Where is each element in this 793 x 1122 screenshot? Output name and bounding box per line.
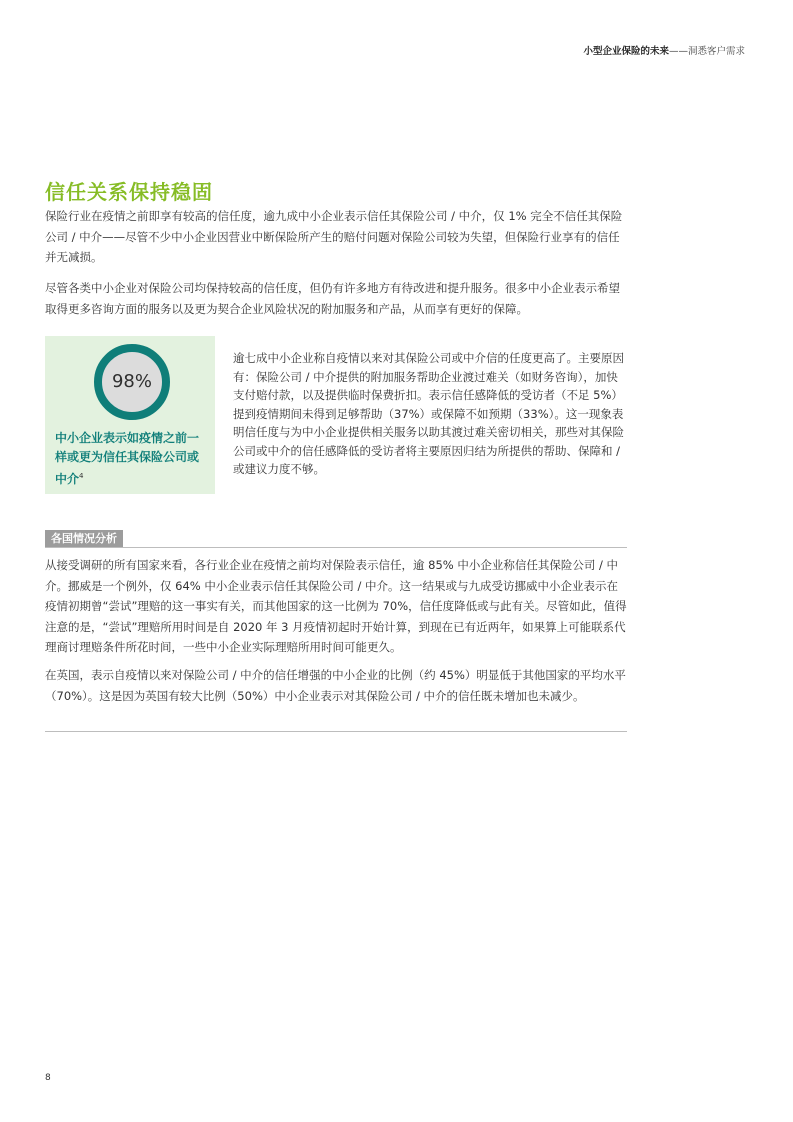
intro-paragraph-1: 保险行业在疫情之前即享有较高的信任度，逾九成中小企业表示信任其保险公司 / 中介，仅 1% 完全不信任其保险公司 / 中介——尽管不少中小企业因营业中断保险所产生的赔付问题对保险公司较为失望，但保险行业享有的信任并无减损。 (45, 209, 623, 264)
section-divider-bottom (45, 731, 627, 732)
header-subtitle: ——洞悉客户需求 (668, 46, 745, 57)
section-title: 信任关系保持稳固 (45, 180, 213, 204)
section-divider-top (45, 547, 627, 548)
running-header (583, 43, 745, 57)
country-analysis-tab: 各国情况分析 (45, 530, 123, 547)
stat-label (55, 429, 210, 489)
donut-chart (94, 344, 170, 420)
header-title: 小型企业保险的未来 (583, 46, 669, 57)
trust-explanation: 逾七成中小企业称自疫情以来对其保险公司或中介信的任度更高了。主要原因有：保险公司 / 中介提供的附加服务帮助企业渡过难关（如财务咨询），加快支付赔付款，以及提供临时保费折扣。表示信任感降低的受访者（不足 5%）提到疫情期间未得到足够帮助（37%）或保障不如预期（33%）。这一现象表明信任度与为中小企业提供相关服务以助其渡过难关密切相关，那些对其保险公司或中介的信任感降低的受访者将主要原因归结为所提供的帮助、保障和 / 或建议力度不够。 (233, 351, 624, 476)
stat-label-text: 中小企业表示如疫情之前一样或更为信任其保险公司或中介 (55, 431, 200, 486)
stat-callout (45, 336, 215, 494)
country-paragraph-1: 从接受调研的所有国家来看，各行业企业在疫情之前均对保险表示信任，逾 85% 中小企业称信任其保险公司 / 中介。挪威是一个例外，仅 64% 中小企业表示信任其保险公司 / 中介。这一结果或与九成受访挪威中小企业表示在疫情初期曾“尝试”理赔的这一事实有关，而其他国家的这一比例为 70%，信任度降低或与此有关。尽管如此，值得注意的是，“尝试”理赔所用时间是自 2020 年 3 月疫情初起时开始计算，到现在已有近两年，如果算上可能联系代理商讨理赔条件所花时间，一些中小企业实际理赔所用时间可能更久。 (45, 558, 627, 654)
stat-value: 98% (111, 371, 152, 392)
country-paragraph-2: 在英国，表示自疫情以来对保险公司 / 中介的信任增强的中小企业的比例（约 45%）明显低于其他国家的平均水平（70%）。这是因为英国有较大比例（50%）中小企业表示对其保险公司 / 中介的信任既未增加也未减少。 (45, 668, 626, 703)
footnote-marker: 4 (79, 472, 84, 480)
page-number: 8 (45, 1073, 51, 1083)
intro-paragraph-2: 尽管各类中小企业对保险公司均保持较高的信任度，但仍有许多地方有待改进和提升服务。很多中小企业表示希望取得更多咨询方面的服务以及更为契合企业风险状况的附加服务和产品，从而享有更好的保障。 (45, 281, 620, 316)
